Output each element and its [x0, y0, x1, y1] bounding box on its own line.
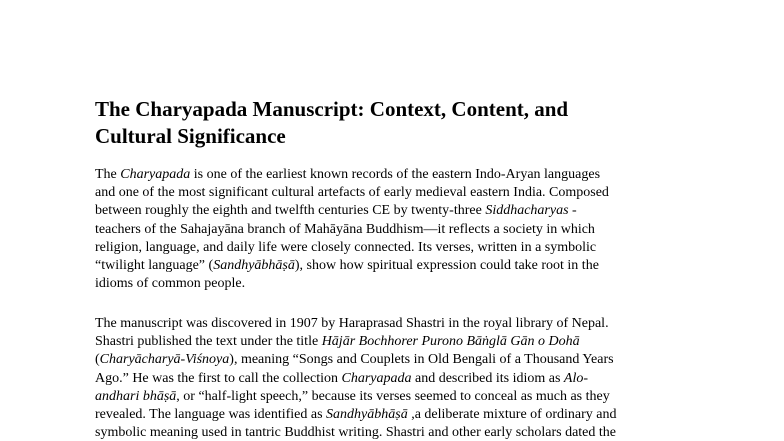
paragraph-2-line-7: symbolic meaning used in tantric Buddhist writing. Shastri and other early scholars dated the	[95, 425, 617, 441]
text-run: revealed. The language was identified as	[95, 407, 327, 423]
text-run: Shastri published the text under the title	[95, 334, 322, 350]
text-run: The	[95, 167, 121, 182]
italic-term: Charyapada	[341, 370, 412, 386]
text-run: ), show how spiritual expression could take root in the	[294, 258, 599, 274]
paragraph-2-line-6	[95, 406, 715, 424]
italic-term: Siddhacharyas	[485, 203, 569, 219]
italic-term: Charyācharyā-Viśnoya	[99, 352, 230, 368]
text-run: “twilight language” (	[95, 258, 214, 274]
text-run: -	[568, 203, 577, 219]
paragraph-1	[95, 166, 715, 293]
paragraph-1-line-2: and one of the most significant cultural artefacts of early medieval eastern India. Composed	[95, 185, 609, 201]
title-line-2: Cultural Significance	[95, 124, 286, 148]
paragraph-1-line-3	[95, 202, 715, 220]
text-run: ), meaning “Songs and Couplets in Old Bengali of a Thousand Years	[229, 352, 614, 368]
italic-term: Sandhyābhāṣā	[213, 258, 295, 274]
document-title	[95, 96, 735, 150]
text-run: , or “half-light speech,” because its verses seemed to conceal as much as they	[176, 388, 610, 404]
paragraph-1-line-7: idioms of common people.	[95, 276, 246, 292]
paragraph-2-line-1: The manuscript was discovered in 1907 by Haraprasad Shastri in the royal library of Nepal.	[95, 316, 609, 331]
paragraph-2-line-5	[95, 388, 715, 406]
italic-term: Hājār Bochhorer Purono Bāṅglā Gān o Dohā	[321, 334, 580, 350]
text-run: Ago.” He was the first to call the collection	[95, 370, 342, 386]
paragraph-1-line-5: religion, language, and daily life were closely connected. Its verses, written in a symbolic	[95, 239, 597, 255]
italic-term: Sandhyābhāṣā	[326, 407, 408, 423]
italic-term: Charyapada	[120, 167, 191, 182]
paragraph-1-line-6	[95, 257, 715, 275]
italic-term: Alo-	[563, 370, 589, 386]
italic-term: andhari bhāṣā	[95, 388, 177, 404]
text-run: ,a deliberate mixture of ordinary and	[407, 407, 617, 423]
text-run: (	[95, 352, 100, 368]
text-run: and described its idiom as	[411, 370, 564, 386]
text-run: is one of the earliest known records of the eastern Indo-Aryan languages	[190, 167, 601, 182]
paragraph-1-line-4: teachers of the Sahajayāna branch of Mahāyāna Buddhism—it reflects a society in which	[95, 221, 595, 237]
paragraph-2-line-4	[95, 370, 715, 388]
paragraph-2-line-2	[95, 333, 715, 351]
paragraph-1-line-1	[95, 166, 715, 184]
title-line-1: The Charyapada Manuscript: Context, Content, and	[95, 97, 569, 121]
paragraph-2	[95, 315, 715, 441]
paragraph-2-line-3	[95, 351, 715, 369]
text-run: between roughly the eighth and twelfth centuries CE by twenty-three	[95, 203, 486, 219]
